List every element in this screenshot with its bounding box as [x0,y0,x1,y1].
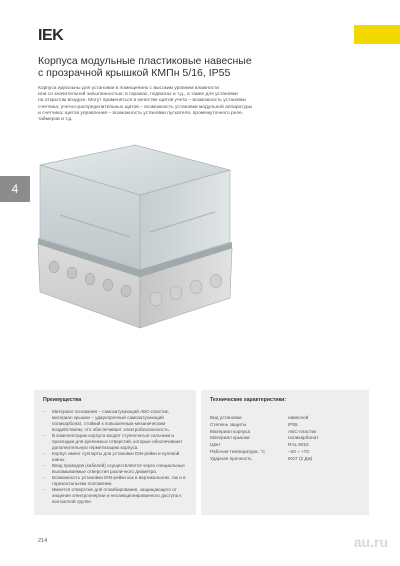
table-row [210,456,318,463]
table-row [210,422,318,429]
page-number: 214 [38,538,48,544]
enclosure-product-image [30,140,240,340]
spec-key: Вид установки [210,415,242,420]
table-row [210,449,318,456]
intro-line: и счетчика; щитов управления – возможность установки пускателя, промежуточного реле, [38,110,244,116]
spec-value: RAL 9016 [288,442,309,448]
spec-value: –20 ÷ +70 [288,448,309,454]
intro-line: счетчика; учетно-распределительных щитов – возможность установки модульной аппаратуры [38,104,253,110]
watermark: au.ru [353,534,388,550]
spec-value: навесной [288,415,309,420]
title-line-2: с прозрачной крышкой КМПн 5/16, IP55 [38,67,231,79]
intro-line: Корпуса идеальны для установки в помещениях с высоким уровнем влажности [38,86,220,91]
list-item: – Имеется отверстие для пломбирования, защищающего от хищения электроэнергии и несанкционированного доступа к контактной группе. [43,487,187,505]
table-row [210,415,318,422]
specs-table [210,415,318,463]
spec-value: АБС-пластик [288,428,317,434]
specs-panel [201,390,369,515]
list-item: – Ввод проводов (кабелей) осуществляется через специальные выламываемые отверстия различного диаметра. [43,463,187,475]
list-item: – Возможность установки DIN-рейки как в вертикальном, так и в горизонтальном положении. [43,475,187,487]
spec-key: Рабочая температура, °С [210,448,266,454]
intro-paragraph [38,86,338,123]
spec-value: поликарбонат [288,435,319,441]
list-item: – В комплектацию корпуса входят ступенчатые сальники и прокладки для крепежных отверстий, которые обеспечивают дополнительную герметизацию корпуса. [43,433,187,451]
spec-key: Ударная прочность [210,455,252,461]
spec-value: IK07 (2 Дж) [288,455,313,461]
advantages-heading: Преимущества [43,397,82,403]
title-line-1: Корпуса модульные пластиковые навесные [38,55,252,67]
spec-value: IP55 [288,421,298,427]
spec-key: Цвет [210,442,221,448]
spec-key: Материал крышки [210,435,250,441]
advantages-list [34,407,196,505]
intro-line: или со значительной запыленностью: в гаражах, подвалах и т.д., а также для установки [38,92,238,98]
spec-key: Материал корпуса [210,428,251,434]
table-row [210,429,318,436]
brand-logo: IEK [38,27,64,44]
table-row [210,442,318,449]
page-title [38,55,358,79]
advantages-panel [34,390,196,515]
intro-line: таймеров и т.д. [38,117,73,123]
table-row [210,435,318,442]
list-item: – Материал основания – самозатухающий АБС-пластик, материал крышки – ударопрочный самозатухающий поликарбонат, стойкий к повышенным механическим воздействиям, что обеспечивает электробезопасность. [43,409,187,433]
intro-line: на открытом воздухе. Могут применяться в качестве щитов учета – возможность установки [38,98,246,104]
specs-heading: Технические характеристики: [210,397,287,403]
list-item: – Корпус имеет суппорты для установки DIN-рейки и нулевой шины. [43,451,187,463]
section-tab: 4 [0,176,30,202]
spec-key: Степень защиты [210,421,247,427]
accent-bar [354,25,400,44]
